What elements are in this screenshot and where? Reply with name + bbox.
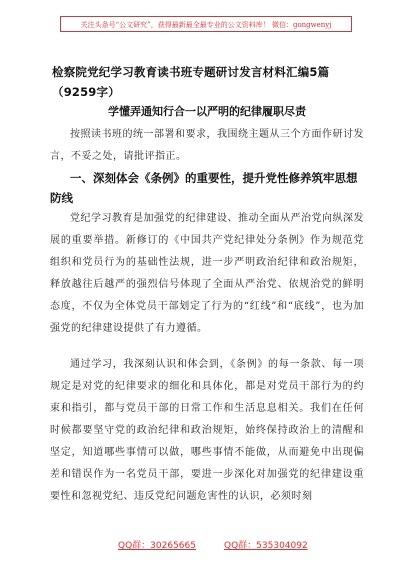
body-paragraph-2: 通过学习，我深刻认识和体会到，《条例》的每一条款、每一项规定是对党的纪律要求的细化和具体化，都是对党员干部行为的约束和指引，都与党员干部的日常工作和生活息息相关。我们在任何时候都要坚守党的政治纪律和政治规矩，始终保持政治上的清醒和坚定，知道哪些事情可以做，哪些事情不能做，从而避免中出现偏差和错误作为一名党员干部，要进一步深化对加强党的纪律建设重要性和忽视党纪、违反党纪问题危害性的认识，必须时刻 xyxy=(50,359,364,502)
header-banner: 关注头条号“公文研究”，获得最新最全最专业的公文资料库！ 微信：gongwenyj xyxy=(60,16,352,32)
document-title: 检察院党纪学习教育读书班专题研讨发言材料汇编5篇（9259字） xyxy=(52,65,330,99)
intro-paragraph: 按照读书班的统一部署和要求，我围绕主题从三个方面作研讨发言，不妥之处，请批评指正。 xyxy=(50,129,364,162)
section-heading-1: 一、深刻体会《条例》的重要性，提升党性修养筑牢思想防线 xyxy=(50,171,358,205)
footer-qq-group-1[interactable]: QQ群：30265665 xyxy=(118,541,196,551)
body-paragraph-1: 党纪学习教育是加强党的纪律建设、推动全面从严治党向纵深发展的重要举措。新修订的《中国共产党纪律处分条例》作为规范党组织和党员行为的基础性法规，进一步严明政治纪律和政治规矩，释放越往后越严的强烈信号体现了全面从严治党、依规治党的鲜明态度，不仅为全体党员干部划定了行为的“红线”和“底线”，也为加强党的纪律建设提供了有力遵循。 xyxy=(50,213,364,334)
footer-qq-group-2[interactable]: QQ群：535304092 xyxy=(224,541,308,551)
document-subtitle: 学懂弄通知行合一以严明的纪律履职尽责 xyxy=(108,105,306,118)
